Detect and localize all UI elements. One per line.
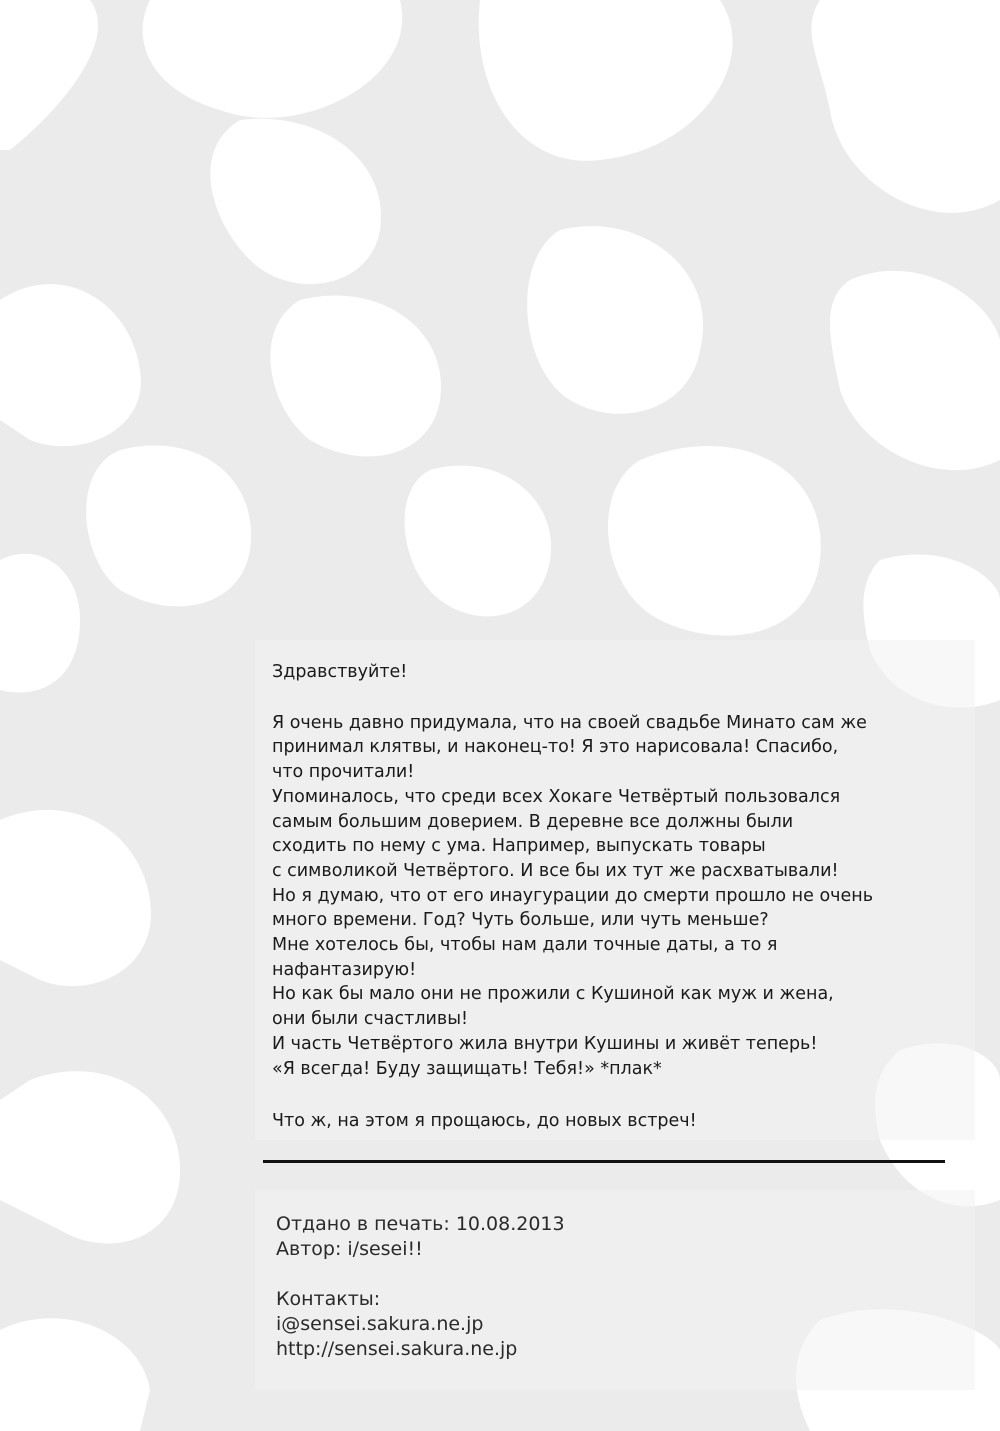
letter-line: много времени. Год? Чуть больше, или чуть меньше?	[272, 910, 769, 931]
letter-line: И часть Четвёртого жила внутри Кушины и живёт теперь!	[272, 1033, 818, 1054]
farewell: Что ж, на этом я прощаюсь, до новых встреч!	[272, 1111, 697, 1132]
letter-line: «Я всегда! Буду защищать! Тебя!» *плак*	[272, 1058, 662, 1079]
letter-line: Но как бы мало они не прожили с Кушиной как муж и жена,	[272, 984, 834, 1005]
letter-line: Я очень давно придумала, что на своей свадьбе Минато сам же	[272, 712, 867, 733]
print-date: Отдано в печать: 10.08.2013	[276, 1213, 565, 1235]
letter-line: Мне хотелось бы, чтобы нам дали точные даты, а то я	[272, 935, 778, 956]
letter-line: что прочитали!	[272, 762, 415, 783]
colophon	[276, 1212, 876, 1362]
letter-line: сходить по нему с ума. Например, выпускать товары	[272, 836, 766, 857]
contact-email: i@sensei.sakura.ne.jp	[276, 1313, 484, 1335]
letter-line: Упоминалось, что среди всех Хокаге Четвёртый пользовался	[272, 786, 841, 807]
letter-line: принимал клятвы, и наконец-то! Я это нарисовала! Спасибо,	[272, 737, 839, 758]
letter-line: самым большим доверием. В деревне все должны были	[272, 811, 794, 832]
greeting: Здравствуйте!	[272, 662, 408, 682]
letter-line: они были счастливы!	[272, 1009, 469, 1030]
letter-line: нафантазирую!	[272, 959, 417, 980]
letter-line: Но я думаю, что от его инаугурации до смерти прошло не очень	[272, 885, 874, 906]
author-line: Автор: i/sesei!!	[276, 1238, 423, 1260]
contact-url: http://sensei.sakura.ne.jp	[276, 1338, 518, 1360]
contacts-label: Контакты:	[276, 1288, 381, 1310]
divider-rule	[263, 1160, 945, 1163]
letter-body	[272, 660, 972, 1134]
letter-line: с символикой Четвёртого. И все бы их тут же расхватывали!	[272, 860, 839, 881]
